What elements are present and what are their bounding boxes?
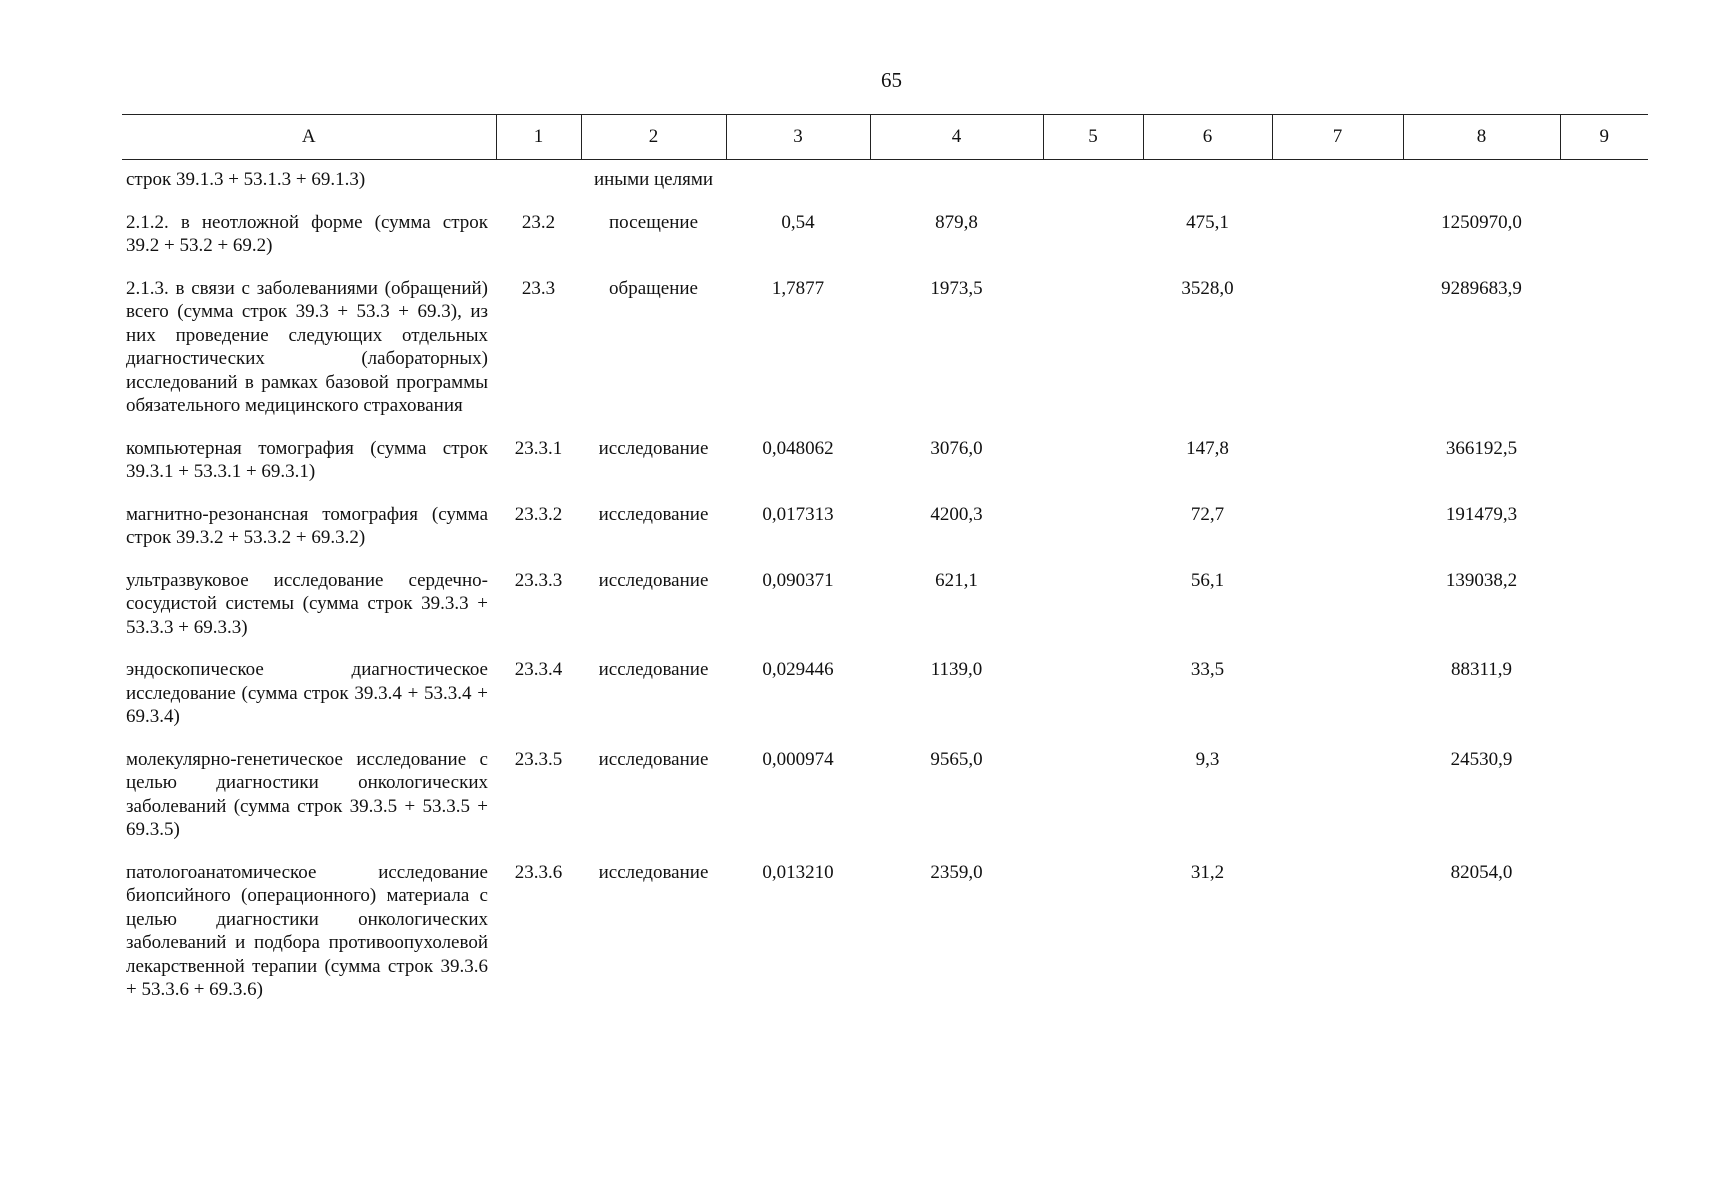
- row-value-cell: 0,017313: [762, 503, 834, 525]
- row-value-cell: [1272, 748, 1403, 861]
- row-value-cell: [1043, 658, 1143, 748]
- table-row: [122, 861, 1648, 1021]
- row-name-cell: молекулярно-генетическое исследование с целью диагностики онкологических заболеваний (сумма строк 39.3.5 + 53.3.5 + 69.3.5): [126, 748, 488, 840]
- row-value-cell: 1250970,0: [1441, 211, 1522, 233]
- row-code-cell: 23.3: [521, 277, 556, 299]
- row-value-cell: 24530,9: [1450, 748, 1513, 770]
- row-code-cell: 23.3.5: [514, 748, 563, 770]
- row-value-cell: 475,1: [1186, 211, 1229, 233]
- row-code-cell: 23.3.4: [514, 659, 563, 680]
- row-value-cell: [1560, 437, 1648, 503]
- row-value-cell: [1043, 160, 1143, 211]
- row-unit-cell: исследование: [598, 569, 709, 591]
- row-value-cell: [1272, 569, 1403, 659]
- row-name-cell: магнитно-резонансная томография (сумма строк 39.3.2 + 53.3.2 + 69.3.2): [126, 503, 488, 548]
- row-value-cell: [1560, 211, 1648, 277]
- row-value-cell: 139038,2: [1445, 569, 1518, 591]
- row-value-cell: [1272, 503, 1403, 569]
- row-value-cell: [1043, 861, 1143, 1021]
- row-unit-cell: посещение: [608, 211, 699, 233]
- table-row: [122, 503, 1648, 569]
- table-body: [122, 160, 1648, 1021]
- row-value-cell: [1043, 437, 1143, 503]
- column-header: 5: [1043, 115, 1143, 160]
- table-row: [122, 160, 1648, 211]
- row-value-cell: [1272, 277, 1403, 437]
- row-unit-cell: иными целями: [593, 169, 714, 190]
- row-code-cell: 23.2: [521, 211, 556, 233]
- row-value-cell: 0,048062: [762, 437, 834, 459]
- row-value-cell: [1560, 569, 1648, 659]
- table-header-row: [122, 115, 1648, 160]
- column-header: А: [122, 115, 496, 160]
- row-value-cell: [1043, 748, 1143, 861]
- row-value-cell: [1560, 160, 1648, 211]
- row-value-cell: 0,013210: [762, 861, 834, 883]
- row-value-cell: 72,7: [1190, 503, 1225, 525]
- row-code-cell: 23.3.3: [514, 569, 563, 591]
- row-value-cell: [1272, 437, 1403, 503]
- data-table: [122, 114, 1648, 1021]
- row-code-cell: [496, 160, 581, 211]
- row-value-cell: 3528,0: [1181, 277, 1234, 299]
- row-code-cell: 23.3.6: [514, 861, 563, 883]
- column-header: 9: [1560, 115, 1648, 160]
- row-code-cell: 23.3.1: [514, 437, 563, 459]
- row-value-cell: [1560, 277, 1648, 437]
- row-value-cell: 366192,5: [1445, 437, 1518, 459]
- row-unit-cell: обращение: [609, 277, 698, 299]
- table-row: [122, 569, 1648, 659]
- row-value-cell: 1,7877: [771, 277, 825, 299]
- column-header: 2: [581, 115, 726, 160]
- row-name-cell: 2.1.3. в связи с заболеваниями (обращений) всего (сумма строк 39.3 + 53.3 + 69.3), из них проведение следующих отдельных диагностических (лабораторных) исследований в рамках базовой программы обязательного медицинского страхования: [126, 277, 488, 416]
- row-value-cell: [1272, 160, 1403, 211]
- row-value-cell: [1272, 658, 1403, 748]
- row-value-cell: 56,1: [1190, 569, 1225, 591]
- row-value-cell: [870, 160, 1043, 211]
- row-value-cell: 3076,0: [930, 437, 983, 459]
- row-value-cell: 2359,0: [930, 861, 983, 883]
- column-header: 4: [870, 115, 1043, 160]
- row-value-cell: 0,090371: [762, 569, 834, 591]
- table-row: [122, 658, 1648, 748]
- table-row: [122, 277, 1648, 437]
- row-value-cell: [1043, 277, 1143, 437]
- row-value-cell: 33,5: [1190, 659, 1225, 680]
- row-value-cell: 147,8: [1186, 437, 1229, 459]
- column-header: 6: [1143, 115, 1272, 160]
- table-row: [122, 437, 1648, 503]
- row-value-cell: [1403, 160, 1560, 211]
- row-value-cell: [1560, 748, 1648, 861]
- row-value-cell: 0,000974: [762, 748, 834, 770]
- table-row: [122, 211, 1648, 277]
- row-unit-cell: исследование: [598, 748, 709, 770]
- row-name-cell: строк 39.1.3 + 53.1.3 + 69.1.3): [126, 169, 366, 190]
- row-value-cell: 9,3: [1195, 748, 1220, 770]
- row-value-cell: 191479,3: [1445, 503, 1518, 525]
- row-unit-cell: исследование: [598, 503, 709, 525]
- row-value-cell: 621,1: [935, 569, 978, 591]
- column-header: 8: [1403, 115, 1560, 160]
- row-unit-cell: исследование: [598, 437, 709, 459]
- row-value-cell: 9289683,9: [1441, 277, 1522, 299]
- row-value-cell: [726, 160, 870, 211]
- row-value-cell: 1973,5: [930, 277, 983, 299]
- row-name-cell: ультразвуковое исследование сердечно-сосудистой системы (сумма строк 39.3.3 + 53.3.3 + 69.3.3): [126, 569, 488, 638]
- table-row: [122, 748, 1648, 861]
- row-value-cell: [1143, 160, 1272, 211]
- row-value-cell: 4200,3: [930, 503, 983, 525]
- row-value-cell: [1272, 211, 1403, 277]
- row-value-cell: [1043, 569, 1143, 659]
- row-value-cell: [1043, 211, 1143, 277]
- row-name-cell: 2.1.2. в неотложной форме (сумма строк 39.2 + 53.2 + 69.2): [126, 211, 488, 256]
- row-value-cell: 0,54: [781, 211, 815, 233]
- column-header: 3: [726, 115, 870, 160]
- row-value-cell: [1560, 861, 1648, 1021]
- column-header: 7: [1272, 115, 1403, 160]
- row-name-cell: компьютерная томография (сумма строк 39.3.1 + 53.3.1 + 69.3.1): [126, 437, 488, 482]
- row-unit-cell: исследование: [598, 861, 709, 883]
- page-number: 65: [881, 68, 902, 92]
- column-header: 1: [496, 115, 581, 160]
- row-value-cell: 1139,0: [930, 659, 983, 680]
- row-value-cell: 31,2: [1190, 861, 1225, 883]
- row-value-cell: 879,8: [935, 211, 978, 233]
- row-name-cell: эндоскопическое диагностическое исследование (сумма строк 39.3.4 + 53.3.4 + 69.3.4): [126, 659, 488, 727]
- row-value-cell: 9565,0: [930, 748, 983, 770]
- row-unit-cell: исследование: [598, 659, 709, 680]
- row-value-cell: [1560, 503, 1648, 569]
- row-value-cell: 88311,9: [1450, 659, 1513, 680]
- row-value-cell: 82054,0: [1450, 861, 1513, 883]
- row-value-cell: [1560, 658, 1648, 748]
- row-name-cell: патологоанатомическое исследование биопсийного (операционного) материала с целью диагностики онкологических заболеваний и подбора противоопухолевой лекарственной терапии (сумма строк 39.3.6 + 53.3.6 + 69.3.6): [126, 861, 488, 1000]
- row-value-cell: [1043, 503, 1143, 569]
- row-value-cell: 0,029446: [762, 659, 834, 680]
- row-value-cell: [1272, 861, 1403, 1021]
- row-code-cell: 23.3.2: [514, 503, 563, 525]
